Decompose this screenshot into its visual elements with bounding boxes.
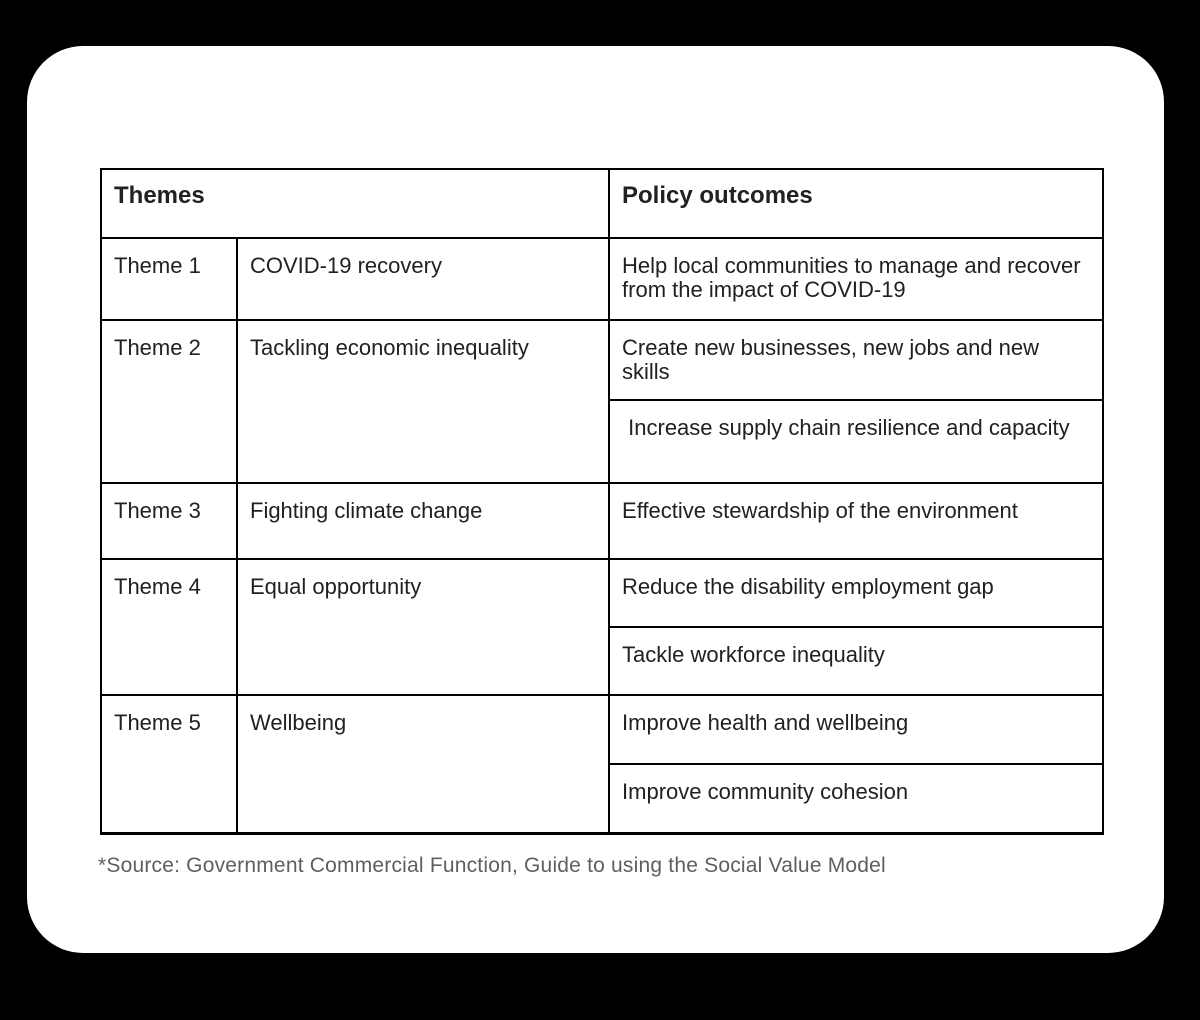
source-note: *Source: Government Commercial Function, Guide to using the Social Value Model: [98, 854, 886, 877]
column-header-themes: Themes: [101, 169, 609, 238]
table-row-theme-5: [101, 695, 1103, 764]
social-value-table: [100, 168, 1104, 835]
outcome-cell: Reduce the disability employment gap: [609, 559, 1103, 627]
table-row-theme-4: [101, 559, 1103, 627]
outcome-cell: Increase supply chain resilience and capacity: [609, 400, 1103, 483]
card: [27, 46, 1164, 953]
column-header-policy-outcomes: Policy outcomes: [609, 169, 1103, 238]
theme-name-cell: COVID-19 recovery: [237, 238, 609, 320]
theme-name-cell: Tackling economic inequality: [237, 320, 609, 483]
outcome-cell: Tackle workforce inequality: [609, 627, 1103, 695]
theme-name-cell: Equal opportunity: [237, 559, 609, 695]
table-row-theme-3: [101, 483, 1103, 559]
outcome-cell: Create new businesses, new jobs and new skills: [609, 320, 1103, 400]
theme-id-cell: Theme 5: [101, 695, 237, 833]
outcome-cell: Improve health and wellbeing: [609, 695, 1103, 764]
table-header-row: [101, 169, 1103, 238]
theme-id-cell: Theme 4: [101, 559, 237, 695]
theme-id-cell: Theme 3: [101, 483, 237, 559]
outcome-cell: Improve community cohesion: [609, 764, 1103, 833]
table-row-theme-1: [101, 238, 1103, 320]
outcome-cell: Effective stewardship of the environment: [609, 483, 1103, 559]
theme-name-cell: Fighting climate change: [237, 483, 609, 559]
outcome-cell: Help local communities to manage and recover from the impact of COVID-19: [609, 238, 1103, 320]
table-row-theme-2: [101, 320, 1103, 400]
theme-id-cell: Theme 1: [101, 238, 237, 320]
theme-id-cell: Theme 2: [101, 320, 237, 483]
theme-name-cell: Wellbeing: [237, 695, 609, 833]
